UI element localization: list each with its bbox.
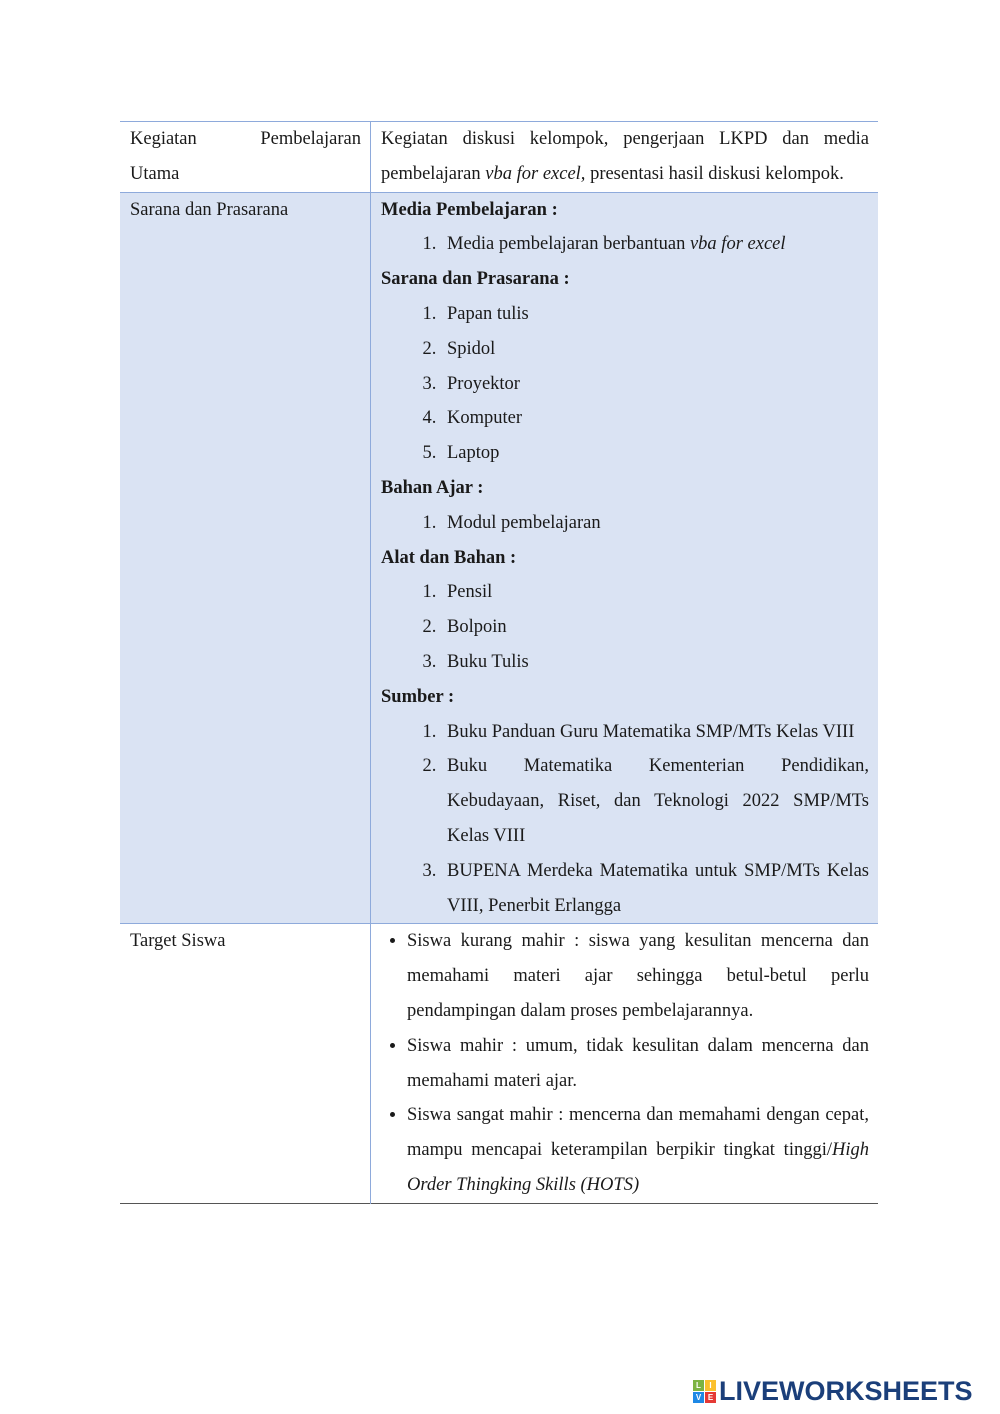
text: presentasi hasil diskusi kelompok. xyxy=(585,163,844,184)
liveworksheets-logo xyxy=(693,1376,973,1407)
target-list xyxy=(381,924,869,1202)
list-item: 3. BUPENA Merdeka Matematika untuk SMP/MTs Kelas VIII, Penerbit Erlangga xyxy=(441,854,869,924)
section-heading: Sarana dan Prasarana : xyxy=(381,269,570,290)
section-heading: Bahan Ajar : xyxy=(381,477,484,498)
bahan-list xyxy=(381,506,869,541)
list-item: 5. Laptop xyxy=(441,436,869,471)
list-item: 3. Buku Tulis xyxy=(441,645,869,680)
logo-icon: L I V E xyxy=(693,1380,716,1403)
section-heading: Media Pembelajaran : xyxy=(381,199,558,220)
text-italic: vba for excel, xyxy=(485,163,586,184)
list-item: 1. Media pembelajaran berbantuan vba for excel xyxy=(441,227,869,262)
list-item: 3. Proyektor xyxy=(441,367,869,402)
list-item: 4. Komputer xyxy=(441,401,869,436)
sumber-list xyxy=(381,715,869,924)
row-content xyxy=(371,192,879,924)
list-item: • Siswa sangat mahir : mencerna dan memahami dengan cepat, mampu mencapai keterampilan berpikir tingkat tinggi/High Order Thingking Skills (HOTS) xyxy=(407,1098,869,1202)
row-content xyxy=(371,122,879,193)
row-content xyxy=(371,924,879,1203)
row-label: Target Siswa xyxy=(120,924,371,1203)
lesson-table xyxy=(120,121,878,1204)
list-item: 1. Pensil xyxy=(441,575,869,610)
list-item: 2. Bolpoin xyxy=(441,610,869,645)
list-item: 1. Papan tulis xyxy=(441,297,869,332)
list-item: 1. Modul pembelajaran xyxy=(441,506,869,541)
table-row xyxy=(120,192,878,924)
sarana-list xyxy=(381,297,869,471)
table-row xyxy=(120,924,878,1203)
label-line: Utama xyxy=(130,163,180,184)
media-list xyxy=(381,227,869,262)
list-item: • Siswa kurang mahir : siswa yang kesulitan mencerna dan memahami materi ajar sehingga betul-betul perlu pendampingan dalam proses pembelajarannya. xyxy=(407,924,869,1028)
list-item: 2. Spidol xyxy=(441,332,869,367)
table-row xyxy=(120,122,878,193)
list-item: 2. Buku Matematika Kementerian Pendidikan, Kebudayaan, Riset, dan Teknologi 2022 SMP/MTs Kelas VIII xyxy=(441,749,869,853)
alat-list xyxy=(381,575,869,679)
list-item: • Siswa mahir : umum, tidak kesulitan dalam mencerna dan memahami materi ajar. xyxy=(407,1029,869,1099)
text: Kegiatan diskusi kelompok, pengerjaan LKPD dan media pembelajaran xyxy=(381,129,869,184)
row-label xyxy=(120,122,371,193)
list-item: 1. Buku Panduan Guru Matematika SMP/MTs Kelas VIII xyxy=(441,715,869,750)
section-heading: Sumber : xyxy=(381,686,455,707)
logo-text: LIVEWORKSHEETS xyxy=(719,1376,973,1406)
section-heading: Alat dan Bahan : xyxy=(381,547,517,568)
row-label: Sarana dan Prasarana xyxy=(120,192,371,924)
label-line: Kegiatan Pembelajaran xyxy=(130,129,361,149)
